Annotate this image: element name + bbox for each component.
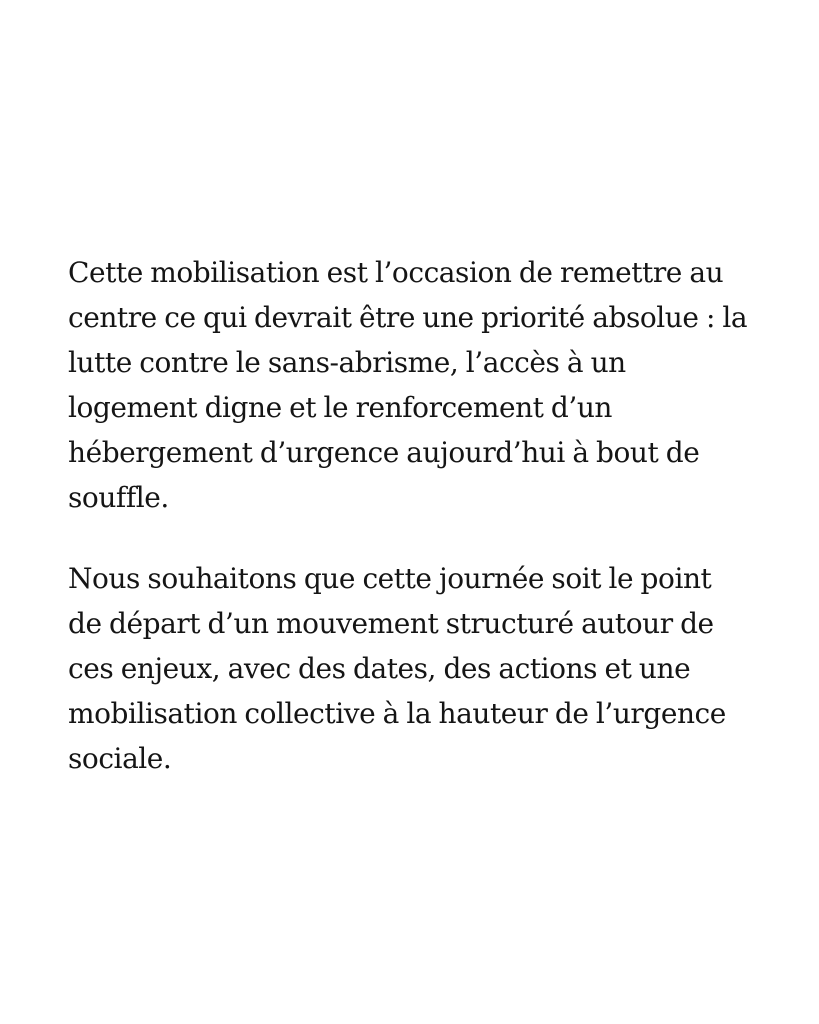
- text-line: centre ce qui devrait être une priorité absolue : la: [68, 301, 748, 334]
- text-line: de départ d’un mouvement structuré autour de: [68, 607, 714, 640]
- text-line: Nous souhaitons que cette journée soit le point: [68, 562, 712, 595]
- text-line: logement digne et le renforcement d’un: [68, 391, 613, 424]
- text-line: sociale.: [68, 742, 172, 775]
- paragraph-gap: [68, 520, 768, 556]
- text-line: Cette mobilisation est l’occasion de remettre au: [68, 256, 724, 289]
- text-line: ces enjeux, avec des dates, des actions et une: [68, 652, 691, 685]
- text-body: [68, 250, 768, 781]
- paragraph-mobilisation: [68, 250, 768, 520]
- text-line: hébergement d’urgence aujourd’hui à bout de: [68, 436, 700, 469]
- text-line: lutte contre le sans-abrisme, l’accès à un: [68, 346, 626, 379]
- text-line: souffle.: [68, 481, 169, 514]
- paragraph-journee: [68, 556, 768, 781]
- text-line: mobilisation collective à la hauteur de l’urgence: [68, 697, 726, 730]
